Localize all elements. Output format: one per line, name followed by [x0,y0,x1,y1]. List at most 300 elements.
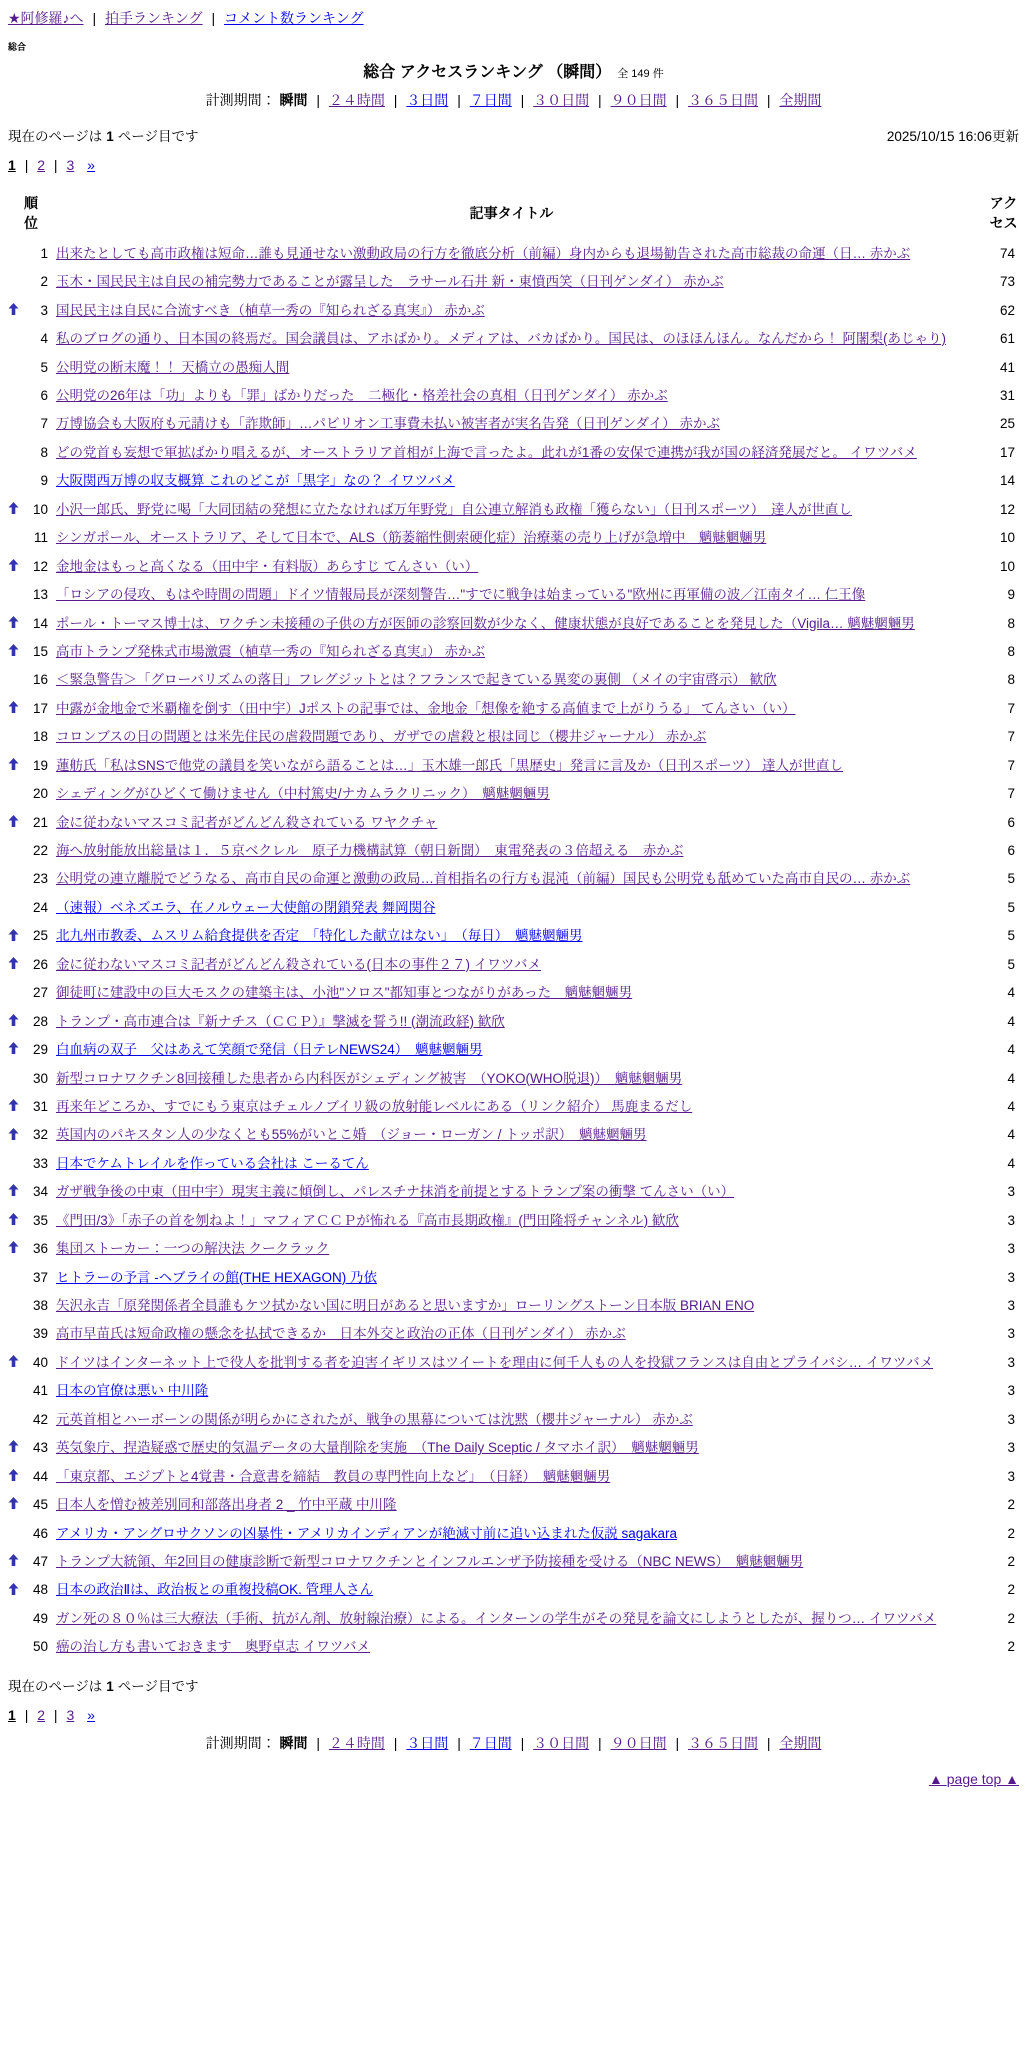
current-page-number: 1 [106,129,114,144]
rank-number: 14 [32,615,48,631]
rank-change-cell [8,951,24,979]
rank-up-icon [8,954,19,976]
rank-change-cell [8,581,24,609]
rank-number: 33 [32,1155,48,1171]
table-row [8,638,1019,666]
rank-change-cell [8,1178,24,1206]
rank-number: 34 [32,1184,48,1200]
rank-change-cell [8,1093,24,1121]
rank-up-icon [8,1238,19,1260]
rank-change-cell [8,1150,24,1178]
article-link[interactable]: 金に従わないマスコミ記者がどんどん殺されている(日本の事件２７) イワツバメ [56,956,541,972]
rank-up-icon [8,1466,19,1488]
rank-number: 5 [40,359,48,375]
table-row [8,951,1019,979]
rank-up-icon [8,1125,19,1147]
access-count: 7 [1007,700,1015,716]
access-count: 2 [1007,1582,1015,1598]
rank-up-icon [8,556,19,578]
table-row [8,1263,1019,1291]
rank-change-cell [8,894,24,922]
period-label: 計測期間： [205,92,276,108]
rank-number: 10 [32,501,48,517]
access-count: 2 [1007,1553,1015,1569]
article-link[interactable]: （速報）ベネズエラ、在ノルウェー大使館の閉鎖発表 舞岡関谷 [56,899,436,915]
table-row [8,1605,1019,1633]
rank-number: 3 [40,302,48,318]
period-link-24h[interactable]: ２４時間 [328,92,385,108]
article-link[interactable]: 玉木・国民民主は自民の補完勢力であることが露呈した ラサール石井 新・東憤西笑（日刊ゲンダイ） 赤かぶ [56,274,724,290]
pagination-page-2[interactable]: 2 [37,157,46,173]
access-count: 2 [1007,1610,1015,1626]
page-top-link[interactable]: ▲ page top ▲ [929,1771,1019,1788]
rank-change-cell [8,1462,24,1490]
access-count: 8 [1007,643,1015,659]
rank-change-cell [8,1349,24,1377]
rank-change-cell [8,837,24,865]
table-row [8,751,1019,779]
rank-number: 18 [32,729,48,745]
table-row [8,382,1019,410]
rank-number: 32 [32,1127,48,1143]
ranking-table [8,185,1019,1661]
period-current: 瞬間 [279,92,308,108]
rank-number: 42 [32,1411,48,1427]
table-row [8,1548,1019,1576]
rank-number: 37 [32,1269,48,1285]
rank-number: 41 [32,1383,48,1399]
period-link-365d[interactable]: ３６５日間 [688,1735,758,1752]
table-row [8,1150,1019,1178]
nav-separator: | [211,10,216,26]
article-link[interactable]: 白血病の双子 父はあえて笑顔で発信（日テレNEWS24） 魑魅魍魎男 [56,1042,483,1058]
access-count: 2 [1007,1639,1015,1655]
rank-number: 21 [32,814,48,830]
access-count: 3 [1007,1269,1015,1285]
rank-change-cell [8,1235,24,1263]
rank-change-cell [8,922,24,950]
access-count: 74 [999,245,1015,261]
access-count: 3 [1007,1354,1015,1370]
rank-change-cell [8,638,24,666]
table-row [8,268,1019,296]
article-link[interactable]: 日本の政治Ⅱは、政治板との重複投稿OK. 管理人さん [56,1582,374,1598]
article-link[interactable]: 「ロシアの侵攻、もはや時間の問題」ドイツ情報局長が深刻警告…"すでに戦争は始まっている"欧州に再軍備の波／江南タイ… 仁王像 [56,587,866,603]
rank-change-cell [8,296,24,324]
article-link[interactable]: ＜緊急警告＞「グローバリズムの落日」フレグジットとは？フランスで起きている異変の裏側 （メイの宇宙啓示） 歓欣 [56,672,777,688]
table-row [8,808,1019,836]
article-link[interactable]: 日本でケムトレイルを作っている会社は こーるてん [56,1155,369,1171]
table-row [8,1377,1019,1405]
access-count: 3 [1007,1468,1015,1484]
table-row [8,1007,1019,1035]
rank-up-icon [8,1352,19,1374]
rank-number: 7 [40,416,48,432]
rank-change-cell [8,524,24,552]
pagination-page-3[interactable]: 3 [66,1707,75,1724]
article-link[interactable]: シェディングがひどくて働けません（中村篤史/ナカムラクリニック） 魑魅魍魎男 [56,786,550,802]
access-count: 5 [1007,871,1015,887]
article-link[interactable]: 蓮舫氏「私はSNSで他党の議員を笑いながら語ることは…」玉木雄一郎氏「黒歴史」発言に言及か（日刊スポーツ） 達人が世直し [56,757,843,773]
access-count: 9 [1007,587,1015,603]
article-link[interactable]: 公明党の26年は「功」よりも「罪」ばかりだった 二極化・格差社会の真相（日刊ゲンダイ） 赤かぶ [56,388,668,403]
rank-number: 1 [40,245,48,261]
access-count: 10 [999,558,1015,574]
article-link[interactable]: コロンブスの日の問題とは米先住民の虐殺問題であり、ガザでの虐殺と根は同じ（櫻井ジャーナル） 赤かぶ [56,729,707,745]
rank-change-cell [8,1377,24,1405]
table-row [8,1349,1019,1377]
article-link[interactable]: 高市トランプ発株式市場激震（植草一秀の『知られざる真実』） 赤かぶ [56,643,485,659]
rank-change-cell [8,1406,24,1434]
access-count: 6 [1007,843,1015,858]
period-selector-bottom: 計測期間： 瞬間 | ２４時間 | ３日間 | ７日間 | ３０日間 | ９０日間 | ３６５日間 | 全期間 [205,1735,822,1752]
article-link[interactable]: 日本人を憎む被差別同和部落出身者 2 _ 竹中平蔵 中川隆 [56,1497,397,1513]
rank-change-cell [8,1292,24,1320]
table-row [8,1491,1019,1519]
rank-change-cell [8,325,24,353]
article-link[interactable]: トランプ大統領、年2回目の健康診断で新型コロナワクチンとインフルエンザ予防接種を受ける（NBC NEWS） 魑魅魍魎男 [56,1553,804,1569]
table-row [8,1633,1019,1661]
rank-up-icon [8,1580,19,1602]
period-label: 計測期間： [205,1735,276,1752]
page-header [8,61,1019,111]
rank-change-cell [8,410,24,438]
total-count: 全 149 件 [617,68,664,80]
nav-link-comment-ranking[interactable]: コメント数ランキング [224,10,364,26]
page-top-line [8,1771,1019,1787]
rank-number: 36 [32,1241,48,1257]
current-page-info: 現在のページは 1 ページ目です [8,129,199,144]
access-count: 4 [1007,985,1015,1001]
title-column-header: 記事タイトル [469,205,554,222]
period-link-365d[interactable]: ３６５日間 [688,92,758,108]
table-row [8,1462,1019,1490]
rank-up-icon [8,755,19,777]
table-row [8,524,1019,552]
article-link[interactable]: ドイツはインターネット上で役人を批判する者を迫害イギリスはツイートを理由に何千人もの人を投獄フランスは自由とプライバシ… イワツバメ [56,1354,934,1370]
article-link[interactable]: 北九州市教委、ムスリム給食提供を否定 「特化した献立はない」 （毎日） 魑魅魍魎男 [56,928,583,944]
rank-up-icon [8,926,19,948]
rank-number: 35 [32,1212,48,1228]
table-row [8,1093,1019,1121]
article-link[interactable]: 英気象庁、捏造疑惑で歴史的気温データの大量削除を実施 （The Daily Sceptic / タマホイ訳） 魑魅魍魎男 [56,1440,699,1456]
table-row [8,353,1019,381]
rank-number: 15 [32,643,48,659]
rank-number: 38 [32,1298,48,1313]
table-row [8,240,1019,268]
pagination-top: 1 | 2 | 3 » [8,157,95,173]
rank-change-cell [8,496,24,524]
table-row [8,1406,1019,1434]
table-row [8,1576,1019,1604]
rank-up-icon [8,1437,19,1459]
article-link[interactable]: 公明党の連立離脱でどうなる、高市自民の命運と激動の政局…首相指名の行方も混沌（前編）国民も公明党も舐めていた高市自民の… 赤かぶ [56,871,911,887]
period-link-7d[interactable]: ７日間 [469,92,512,108]
table-row [8,979,1019,1007]
table-row [8,296,1019,324]
article-link[interactable]: 英国内のパキスタン人の少なくとも55%がいとこ婚 （ジョー・ローガン / トッポ訳） 魑魅魍魎男 [56,1127,647,1143]
period-link-90d[interactable]: ９０日間 [610,1735,667,1752]
rank-change-cell [8,1605,24,1633]
rank-number: 46 [32,1525,48,1541]
article-link[interactable]: アメリカ・アングロサクソンの凶暴性・アメリカインディアンが絶滅寸前に追い込まれた仮説 sagakara [56,1525,678,1541]
table-row [8,496,1019,524]
rank-number: 44 [32,1468,48,1484]
period-link-all[interactable]: 全期間 [779,1735,822,1752]
pagination-page-2[interactable]: 2 [37,1707,46,1724]
rank-up-icon [8,698,19,720]
rank-change-cell [8,1548,24,1576]
article-link[interactable]: ポール・トーマス博士は、ワクチン未接種の子供の方が医師の診察回数が少なく、健康状態が良好であることを発見した（Vigila… 魑魅魍魎男 [56,615,915,631]
rank-up-icon [8,1210,19,1232]
period-link-7d[interactable]: ７日間 [469,1735,512,1752]
board-label: 総合 [8,42,27,52]
access-count: 8 [1007,615,1015,631]
rank-up-icon [8,641,19,663]
rank-number: 30 [32,1070,48,1086]
rank-change-cell [8,382,24,410]
article-link[interactable]: 元英首相とハーボーンの関係が明らかにされたが、戦争の黒幕については沈黙（櫻井ジャーナル） 赤かぶ [56,1411,693,1427]
table-row [8,581,1019,609]
updated-timestamp: 2025/10/15 16:06更新 [886,129,1019,144]
article-link[interactable]: トランプ・高市連合は『新ナチス（ＣＣＰ）』撃滅を誓う!! (潮流政経) 歓欣 [56,1013,505,1029]
access-count: 25 [999,416,1015,432]
rank-number: 23 [32,871,48,887]
period-link-24h[interactable]: ２４時間 [328,1735,385,1752]
rank-change-cell [8,1064,24,1092]
access-count: 5 [1007,956,1015,972]
access-count: 5 [1007,928,1015,944]
table-row [8,609,1019,637]
rank-number: 29 [32,1042,48,1058]
nav-link-clap-ranking[interactable]: 拍手ランキング [104,10,203,26]
article-link[interactable]: 日本の官僚は悪い 中川隆 [56,1383,209,1399]
rank-number: 25 [32,928,48,944]
pagination-next[interactable]: » [87,157,95,173]
rank-number: 22 [32,843,48,858]
period-link-30d[interactable]: ３０日間 [533,92,590,108]
rank-change-cell [8,808,24,836]
access-count: 7 [1007,729,1015,745]
rank-number: 4 [40,331,48,347]
page-title: 総合 アクセスランキング （瞬間） [363,64,612,81]
article-link[interactable]: 大阪関西万博の収支概算 これのどこが「黒字」なの？ イワツバメ [56,473,455,489]
article-link[interactable]: 私のブログの通り、日本国の終焉だ。国会議員は、アホばかり。メディアは、バカばかり。国民は、のほほんほん。なんだから！ 阿闍梨(あじゃり) [56,331,946,347]
table-row [8,1519,1019,1547]
table-row [8,467,1019,495]
access-count: 73 [999,274,1015,290]
access-count: 3 [1007,1184,1015,1200]
rank-up-icon [8,812,19,834]
rank-column-header: 順位 [23,195,38,232]
rank-up-icon [8,1011,19,1033]
current-page-info-bottom: 現在のページは 1 ページ目です [8,1679,199,1695]
article-link[interactable]: 国民民主は自民に合流すべき（植草一秀の『知られざる真実』） 赤かぶ [56,302,485,318]
article-link[interactable]: 集団ストーカー：一つの解決法 クークラック [56,1241,330,1257]
table-row [8,1235,1019,1263]
rank-number: 40 [32,1354,48,1370]
rank-up-icon [8,1551,19,1573]
pagination-current: 1 [8,1707,16,1724]
access-count: 3 [1007,1326,1015,1342]
rank-up-icon [8,1181,19,1203]
pagination-next[interactable]: » [87,1707,95,1724]
rank-number: 48 [32,1582,48,1598]
article-link[interactable]: 御徒町に建設中の巨大モスクの建築主は、小池"ソロス"都知事とつながりがあった 魑魅魍魎男 [56,985,633,1001]
pagination-current: 1 [8,157,16,173]
table-row [8,410,1019,438]
article-link[interactable]: ガン死の８０％は三大療法（手術、抗がん剤、放射線治療）による。インターンの学生がその発見を論文にしようとしたが、握りつ… イワツバメ [56,1610,937,1626]
access-count: 5 [1007,899,1015,915]
rank-number: 20 [32,786,48,802]
table-row [8,865,1019,893]
table-row [8,723,1019,751]
period-link-30d[interactable]: ３０日間 [533,1735,590,1752]
rank-change-cell [8,1320,24,1348]
article-link[interactable]: 出来たとしても高市政権は短命…誰も見通せない激動政局の行方を徹底分析（前編）身内からも退場勧告された高市総裁の命運（日… 赤かぶ [56,245,911,261]
nav-link-asyura-home[interactable]: ★阿修羅♪へ [8,10,84,26]
table-row [8,922,1019,950]
article-link[interactable]: ガザ戦争後の中東（田中宇）現実主義に傾倒し、パレスチナ抹消を前提とするトランプ案の衝撃 てんさい（い） [56,1184,735,1200]
access-count: 4 [1007,1042,1015,1058]
article-link[interactable]: 矢沢永吉「原発関係者全員誰もケツ拭かない国に明日があると思いますか」ローリングストーン日本版 BRIAN ENO [56,1298,755,1313]
table-row [8,1206,1019,1234]
rank-number: 9 [40,473,48,489]
access-count: 7 [1007,786,1015,802]
rank-change-cell [8,552,24,580]
rank-change-cell [8,1036,24,1064]
rank-change-cell [8,979,24,1007]
access-count: 2 [1007,1497,1015,1513]
table-row [8,1064,1019,1092]
rank-number: 19 [32,757,48,773]
period-link-3d[interactable]: ３日間 [406,92,449,108]
rank-number: 50 [32,1639,48,1655]
rank-change-cell [8,1519,24,1547]
table-row [8,1036,1019,1064]
rank-change-cell [8,865,24,893]
article-link[interactable]: 万博協会も大阪府も元請けも「詐欺師」…パビリオン工事費未払い被害者が実名告発（日刊ゲンダイ） 赤かぶ [56,416,721,432]
article-link[interactable]: どの党首も妄想で軍拡ばかり唱えるが、オーストラリア首相が上海で言ったよ。此れが1番の安保で連携が我が国の経済発展だと。 イワツバメ [56,444,917,460]
rank-up-icon [8,499,19,521]
access-count: 10 [999,530,1015,546]
rank-number: 17 [32,700,48,716]
article-link[interactable]: 金に従わないマスコミ記者がどんどん殺されている ワヤクチャ [56,814,438,830]
rank-change-cell [8,1491,24,1519]
table-row [8,325,1019,353]
access-count: 2 [1007,1525,1015,1541]
article-link[interactable]: 新型コロナワクチン8回接種した患者から内科医がシェディング被害 （YOKO(WHO脱退)） 魑魅魍魎男 [56,1070,683,1086]
table-row [8,894,1019,922]
top-nav [8,8,1019,28]
access-column-header: アクセス [989,195,1018,232]
access-count: 3 [1007,1440,1015,1456]
rank-up-icon [8,1039,19,1061]
article-link[interactable]: 小沢一郎氏、野党に喝「大同団結の発想に立たなければ万年野党」自公連立解消も政権「獲らない」（日刊スポーツ） 達人が世直し [56,501,852,517]
access-count: 7 [1007,757,1015,773]
rank-change-cell [8,609,24,637]
rank-change-cell [8,1633,24,1661]
nav-separator: | [92,10,97,26]
article-link[interactable]: 《門田/3》「赤子の首を刎ねよ！」マフィアＣＣＰが怖れる『高市長期政権』(門田隆将チャンネル) 歓欣 [56,1212,679,1228]
rank-number: 13 [32,587,48,603]
rank-change-cell [8,666,24,694]
access-count: 3 [1007,1212,1015,1228]
rank-change-cell [8,695,24,723]
rank-number: 31 [32,1098,48,1114]
pagination-page-3[interactable]: 3 [66,157,75,173]
access-count: 3 [1007,1383,1015,1399]
access-count: 61 [999,331,1015,347]
article-link[interactable]: 海へ放射能放出総量は１．５京ベクレル 原子力機構試算（朝日新聞） 東電発表の３倍超える 赤かぶ [56,843,684,858]
table-row [8,439,1019,467]
rank-change-cell [8,1206,24,1234]
access-count: 41 [999,359,1015,375]
rank-number: 39 [32,1326,48,1342]
access-count: 4 [1007,1155,1015,1171]
table-row [8,1434,1019,1462]
rank-change-cell [8,1576,24,1604]
table-header-row [8,185,1019,240]
period-link-all[interactable]: 全期間 [779,92,822,108]
period-link-90d[interactable]: ９０日間 [610,92,667,108]
access-count: 62 [999,302,1015,318]
table-row [8,552,1019,580]
access-count: 14 [999,473,1015,489]
rank-change-cell [8,1007,24,1035]
article-link[interactable]: 「東京都、エジプトと4覚書・合意書を締結 教員の専門性向上など」 （日経） 魑魅魍魎男 [56,1468,611,1484]
rank-up-icon [8,1494,19,1516]
rank-number: 12 [32,558,48,574]
rank-number: 27 [32,985,48,1001]
article-link[interactable]: シンガポール、オーストラリア、そして日本で、ALS（筋萎縮性側索硬化症）治療薬の売り上げが急増中 魑魅魍魎男 [56,530,767,546]
rank-number: 6 [40,388,48,403]
rank-change-cell [8,780,24,808]
article-link[interactable]: 金地金はもっと高くなる（田中宇・有料版）あらすじ てんさい（い） [56,558,479,574]
rank-number: 8 [40,444,48,460]
article-link[interactable]: 公明党の断末魔！！ 天橋立の愚痴人間 [56,359,290,375]
rank-change-cell [8,467,24,495]
pagination-bottom: 1 | 2 | 3 » [8,1707,95,1724]
access-count: 12 [999,501,1015,517]
access-count: 6 [1007,814,1015,830]
rank-up-icon [8,300,19,322]
article-link[interactable]: 癌の治し方も書いておきます 奥野卓志 イワツバメ [56,1639,370,1655]
access-count: 3 [1007,1411,1015,1427]
rank-number: 11 [33,530,48,546]
rank-change-cell [8,240,24,268]
current-page-number: 1 [106,1679,114,1695]
table-row [8,1178,1019,1206]
rank-up-icon [8,613,19,635]
table-row [8,1121,1019,1149]
rank-number: 24 [32,899,48,915]
table-row [8,666,1019,694]
article-link[interactable]: 再来年どころか、すでにもう東京はチェルノブイリ級の放射能レベルにある（リンク紹介） 馬鹿まるだし [56,1098,693,1114]
access-count: 31 [999,388,1015,403]
rank-number: 16 [32,672,48,688]
period-link-3d[interactable]: ３日間 [406,1735,449,1752]
access-count: 3 [1007,1241,1015,1257]
table-row [8,1292,1019,1320]
rank-change-cell [8,751,24,779]
rank-change-cell [8,1434,24,1462]
article-link[interactable]: ヒトラーの予言 -ヘブライの館(THE HEXAGON) 乃依 [56,1269,377,1285]
period-current: 瞬間 [279,1735,308,1752]
article-link[interactable]: 高市早苗氏は短命政権の懸念を払拭できるか 日本外交と政治の正体（日刊ゲンダイ） 赤かぶ [56,1326,626,1342]
access-count: 4 [1007,1013,1015,1029]
article-link[interactable]: 中露が金地金で米覇権を倒す（田中宇）Jポストの記事では、金地金「想像を絶する高値まで上がりうる」 てんさい（い） [56,700,796,716]
